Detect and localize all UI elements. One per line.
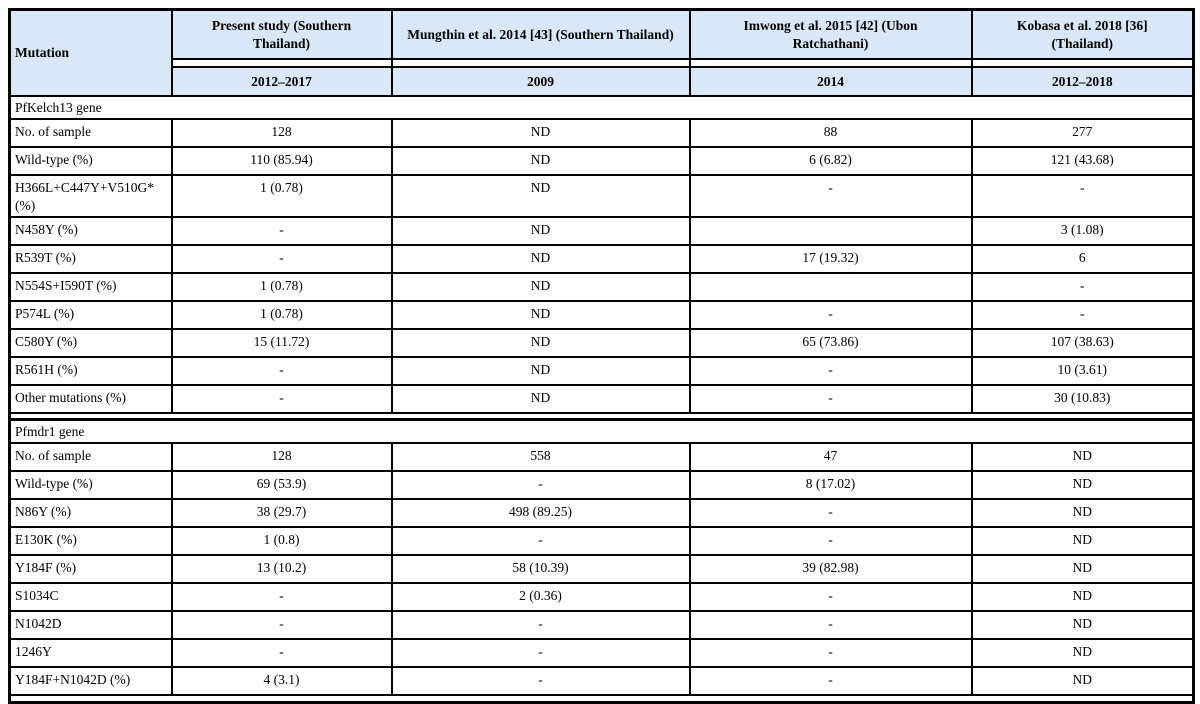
- gene-section-row: [10, 96, 1194, 119]
- value-cell: 128: [172, 119, 392, 147]
- mutation-label: H366L+C447Y+V510G* (%): [10, 175, 172, 217]
- period-mungthin: 2009: [392, 67, 690, 96]
- study-header-imwong: Imwong et al. 2015 [42] (Ubon Ratchathani): [690, 10, 972, 60]
- value-cell: 558: [392, 443, 690, 471]
- value-cell: ND: [392, 273, 690, 301]
- mutation-label: R561H (%): [10, 357, 172, 385]
- value-cell: 1 (0.78): [172, 301, 392, 329]
- value-cell: 88: [690, 119, 972, 147]
- value-cell: 107 (38.63): [972, 329, 1194, 357]
- value-cell: ND: [392, 175, 690, 217]
- value-cell: -: [392, 471, 690, 499]
- mutation-label: N86Y (%): [10, 499, 172, 527]
- value-cell: ND: [972, 667, 1194, 695]
- value-cell: 110 (85.94): [172, 147, 392, 175]
- mutation-label: Y184F+N1042D (%): [10, 667, 172, 695]
- value-cell: 121 (43.68): [972, 147, 1194, 175]
- mutation-label: E130K (%): [10, 527, 172, 555]
- header-rule-segment: [972, 59, 1194, 67]
- value-cell: -: [690, 583, 972, 611]
- value-cell: 8 (17.02): [690, 471, 972, 499]
- value-cell: -: [172, 639, 392, 667]
- value-cell: 277: [972, 119, 1194, 147]
- value-cell: 1 (0.78): [172, 273, 392, 301]
- value-cell: -: [690, 385, 972, 413]
- table-header: [10, 10, 1194, 97]
- header-rule-segment: [690, 59, 972, 67]
- period-kobasa: 2012–2018: [972, 67, 1194, 96]
- mutation-label: C580Y (%): [10, 329, 172, 357]
- value-cell: 38 (29.7): [172, 499, 392, 527]
- value-cell: 30 (10.83): [972, 385, 1194, 413]
- table-row: [10, 443, 1194, 471]
- table-row: [10, 245, 1194, 273]
- gene-section-row: [10, 420, 1194, 444]
- study-name-row: [10, 10, 1194, 60]
- value-cell: 128: [172, 443, 392, 471]
- value-cell: 69 (53.9): [172, 471, 392, 499]
- value-cell: -: [972, 175, 1194, 217]
- gene-section-title: Pfmdr1 gene: [10, 420, 1194, 444]
- table-row: [10, 611, 1194, 639]
- table-footer: [10, 695, 1194, 703]
- value-cell: -: [972, 273, 1194, 301]
- value-cell: ND: [972, 639, 1194, 667]
- value-cell: 1 (0.78): [172, 175, 392, 217]
- table-row: [10, 499, 1194, 527]
- value-cell: 10 (3.61): [972, 357, 1194, 385]
- period-present: 2012–2017: [172, 67, 392, 96]
- header-rule-segment: [392, 59, 690, 67]
- value-cell: 6 (6.82): [690, 147, 972, 175]
- value-cell: ND: [392, 301, 690, 329]
- value-cell: -: [172, 385, 392, 413]
- mutation-label: Other mutations (%): [10, 385, 172, 413]
- value-cell: 1 (0.8): [172, 527, 392, 555]
- value-cell: [690, 273, 972, 301]
- period-imwong: 2014: [690, 67, 972, 96]
- mutation-label: S1034C: [10, 583, 172, 611]
- value-cell: 2 (0.36): [392, 583, 690, 611]
- mutation-comparison-table: [8, 8, 1195, 704]
- value-cell: -: [172, 217, 392, 245]
- table-row: [10, 555, 1194, 583]
- value-cell: 13 (10.2): [172, 555, 392, 583]
- table-body: [10, 96, 1194, 695]
- value-cell: -: [690, 175, 972, 217]
- value-cell: ND: [392, 385, 690, 413]
- value-cell: ND: [392, 245, 690, 273]
- value-cell: -: [172, 611, 392, 639]
- mutation-label: Wild-type (%): [10, 471, 172, 499]
- value-cell: ND: [972, 499, 1194, 527]
- gene-section-title: PfKelch13 gene: [10, 96, 1194, 119]
- header-double-rule: [10, 59, 1194, 67]
- value-cell: ND: [392, 357, 690, 385]
- table-row: [10, 357, 1194, 385]
- table-row: [10, 639, 1194, 667]
- value-cell: ND: [392, 119, 690, 147]
- study-header-present: Present study (Southern Thailand): [172, 10, 392, 60]
- table-row: [10, 175, 1194, 217]
- table-row: [10, 301, 1194, 329]
- value-cell: 58 (10.39): [392, 555, 690, 583]
- value-cell: ND: [972, 443, 1194, 471]
- table-row: [10, 583, 1194, 611]
- value-cell: -: [392, 639, 690, 667]
- value-cell: 39 (82.98): [690, 555, 972, 583]
- mutation-label: Wild-type (%): [10, 147, 172, 175]
- value-cell: -: [172, 357, 392, 385]
- bottom-spacer: [10, 695, 1194, 703]
- value-cell: -: [972, 301, 1194, 329]
- value-cell: 17 (19.32): [690, 245, 972, 273]
- mutation-label: N1042D: [10, 611, 172, 639]
- mutation-label: P574L (%): [10, 301, 172, 329]
- value-cell: -: [172, 245, 392, 273]
- value-cell: -: [690, 499, 972, 527]
- table-row: [10, 119, 1194, 147]
- value-cell: 65 (73.86): [690, 329, 972, 357]
- value-cell: -: [392, 667, 690, 695]
- table-row: [10, 273, 1194, 301]
- header-rule-segment: [172, 59, 392, 67]
- value-cell: -: [690, 301, 972, 329]
- study-period-row: [10, 67, 1194, 96]
- mutation-label: R539T (%): [10, 245, 172, 273]
- value-cell: ND: [972, 471, 1194, 499]
- value-cell: -: [690, 611, 972, 639]
- table-row: [10, 667, 1194, 695]
- value-cell: 498 (89.25): [392, 499, 690, 527]
- study-header-mungthin: Mungthin et al. 2014 [43] (Southern Thailand): [392, 10, 690, 60]
- value-cell: 4 (3.1): [172, 667, 392, 695]
- value-cell: ND: [392, 217, 690, 245]
- value-cell: 47: [690, 443, 972, 471]
- value-cell: -: [392, 611, 690, 639]
- value-cell: -: [690, 667, 972, 695]
- value-cell: ND: [392, 329, 690, 357]
- mutation-label: N554S+I590T (%): [10, 273, 172, 301]
- mutation-label: No. of sample: [10, 443, 172, 471]
- value-cell: -: [690, 357, 972, 385]
- table-row: [10, 147, 1194, 175]
- table-row: [10, 329, 1194, 357]
- value-cell: -: [172, 583, 392, 611]
- table-row: [10, 471, 1194, 499]
- value-cell: -: [690, 527, 972, 555]
- mutation-label: No. of sample: [10, 119, 172, 147]
- value-cell: ND: [972, 583, 1194, 611]
- mutation-label: 1246Y: [10, 639, 172, 667]
- mutation-label: N458Y (%): [10, 217, 172, 245]
- study-header-kobasa: Kobasa et al. 2018 [36] (Thailand): [972, 10, 1194, 60]
- value-cell: 15 (11.72): [172, 329, 392, 357]
- table-row: [10, 217, 1194, 245]
- value-cell: ND: [972, 555, 1194, 583]
- mutation-column-header: Mutation: [10, 10, 172, 97]
- value-cell: 6: [972, 245, 1194, 273]
- value-cell: ND: [972, 611, 1194, 639]
- table-row: [10, 385, 1194, 413]
- value-cell: ND: [972, 527, 1194, 555]
- mutation-label: Y184F (%): [10, 555, 172, 583]
- value-cell: -: [690, 639, 972, 667]
- value-cell: [690, 217, 972, 245]
- value-cell: -: [392, 527, 690, 555]
- value-cell: ND: [392, 147, 690, 175]
- bottom-spacer-row: [10, 695, 1194, 703]
- value-cell: 3 (1.08): [972, 217, 1194, 245]
- table-row: [10, 527, 1194, 555]
